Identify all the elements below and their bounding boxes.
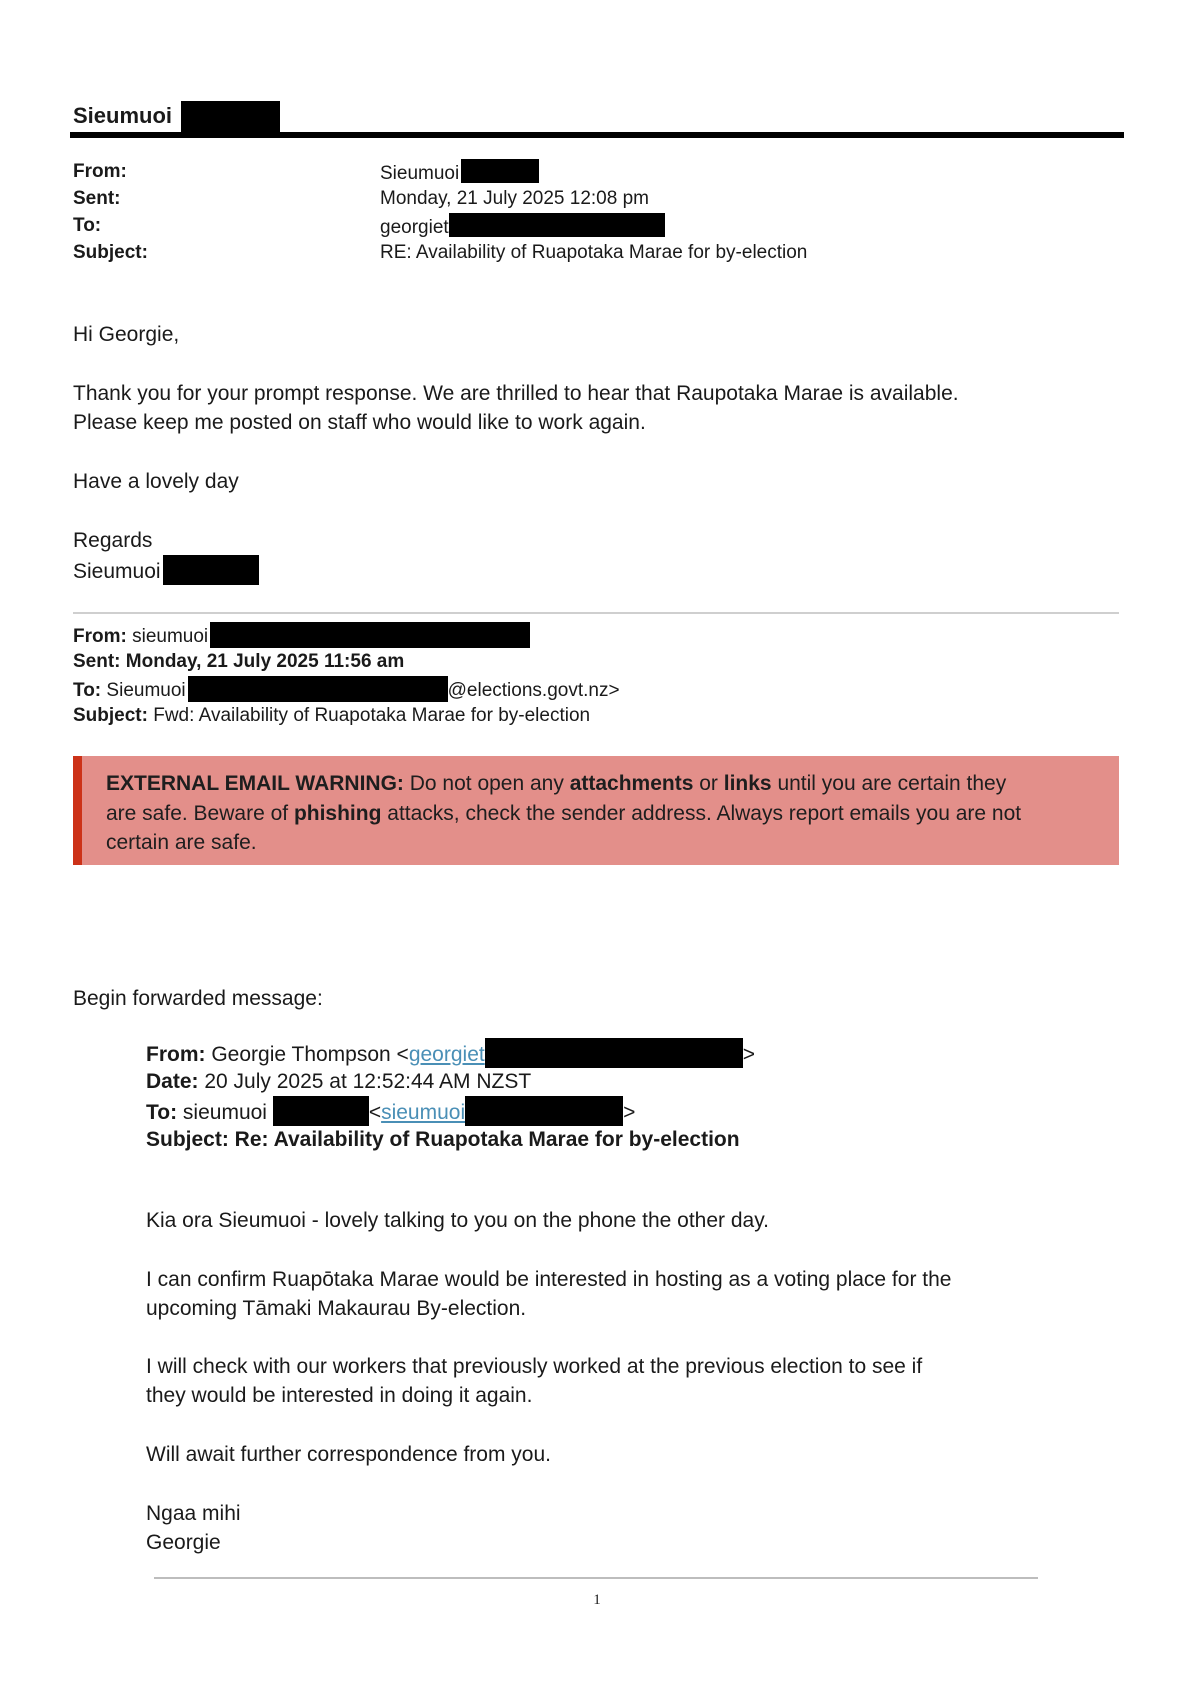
orig-from-row [146,1038,755,1069]
warning-text: are safe. Beware of [106,802,294,825]
footer-rule [154,1577,1038,1579]
redaction-box [485,1038,743,1068]
orig-subject-row [146,1125,740,1154]
redaction-box [465,1096,623,1126]
warning-line [106,769,1006,798]
to-label: To: [73,215,102,236]
subject-label: Subject: [73,242,148,263]
orig-body-line: I will check with our workers that previously worked at the previous election to see if [146,1355,923,1378]
warning-text: Do not open any [403,772,570,795]
fwd-to-row [73,676,620,704]
redaction-box [449,213,665,237]
fwd-to-value: Sieumuoi [101,680,186,701]
reply-body-line: Thank you for your prompt response. We are thrilled to hear that Raupotaka Marae is available. [73,382,959,405]
warning-accent-bar [73,756,82,865]
redaction-box [273,1096,369,1126]
fwd-from-label: From: [73,626,127,647]
email-sent-row [73,186,1113,212]
orig-from-close: > [742,1043,755,1066]
warning-heading: EXTERNAL EMAIL WARNING: [106,772,404,795]
to-value: georgiet [380,217,449,238]
redaction-box [461,159,539,183]
warning-line [106,799,1021,828]
orig-body-line: they would be interested in doing it again. [146,1384,533,1407]
reply-body-line: Please keep me posted on staff who would like to work again. [73,411,646,434]
sent-label: Sent: [73,188,121,209]
header-rule [70,132,1124,138]
fwd-subject-value: Fwd: Availability of Ruapotaka Marae for by-election [147,705,591,726]
fwd-sent-row [73,649,404,675]
orig-to-row [146,1096,635,1127]
orig-date-label: Date: [146,1070,199,1093]
warning-text: until you are certain they [771,772,1007,795]
page-number: 1 [593,1592,601,1608]
warning-text: attacks, check the sender address. Always report emails you are not [381,802,1022,825]
orig-signature: Georgie [146,1531,221,1554]
orig-subject-value: Re: Availability of Ruapotaka Marae for by-election [228,1128,740,1151]
warning-bold: phishing [293,802,382,825]
fwd-from-row [73,622,530,650]
orig-signoff: Ngaa mihi [146,1502,241,1525]
reply-regards: Regards [73,529,153,552]
warning-text: or [693,772,724,795]
subject-value: RE: Availability of Ruapotaka Marae for by-election [380,242,808,263]
fwd-sent-label: Sent: [73,651,121,672]
sent-value: Monday, 21 July 2025 12:08 pm [380,188,649,209]
fwd-from-value: sieumuoi [126,626,209,647]
orig-date-value: 20 July 2025 at 12:52:44 AM NZST [198,1070,532,1093]
orig-to-lt: < [368,1101,382,1124]
email-to-row [73,213,1113,239]
orig-to-value: sieumuoi [177,1101,273,1124]
redaction-box [181,101,280,133]
orig-to-email-link[interactable]: sieumuoi [381,1101,466,1124]
warning-bold: links [723,772,772,795]
redaction-box [188,676,448,702]
fwd-subject-row [73,703,590,729]
fwd-to-domain: @elections.govt.nz> [447,680,620,701]
from-value: Sieumuoi [380,163,460,184]
orig-from-name: Georgie Thompson < [205,1043,409,1066]
orig-body-line: Kia ora Sieumuoi - lovely talking to you on the phone the other day. [146,1209,769,1232]
sender-name-heading: Sieumuoi [73,103,173,128]
forwarded-intro: Begin forwarded message: [73,987,323,1010]
fwd-sent-value: Monday, 21 July 2025 11:56 am [120,651,405,672]
email-subject-row [73,240,1113,266]
orig-date-row [146,1067,531,1096]
email-from-row [73,159,1113,185]
reply-closing: Have a lovely day [73,470,239,493]
redaction-box [210,622,530,648]
orig-to-label: To: [146,1101,178,1124]
orig-from-label: From: [146,1043,206,1066]
warning-bold: attachments [569,772,694,795]
orig-from-email-link[interactable]: georgiet [408,1043,485,1066]
fwd-subject-label: Subject: [73,705,148,726]
orig-body-line: upcoming Tāmaki Makaurau By-election. [146,1297,527,1320]
fwd-to-label: To: [73,680,102,701]
message-divider [73,612,1119,614]
orig-subject-label: Subject: [146,1128,229,1151]
orig-to-close: > [623,1101,636,1124]
from-label: From: [73,161,127,182]
reply-signature [73,555,259,586]
signature-name: Sieumuoi [73,560,161,583]
orig-body-line: Will await further correspondence from you. [146,1443,551,1466]
reply-greeting: Hi Georgie, [73,323,180,346]
redaction-box [163,555,259,585]
warning-line: certain are safe. [106,831,257,854]
orig-body-line: I can confirm Ruapōtaka Marae would be interested in hosting as a voting place for the [146,1268,952,1291]
